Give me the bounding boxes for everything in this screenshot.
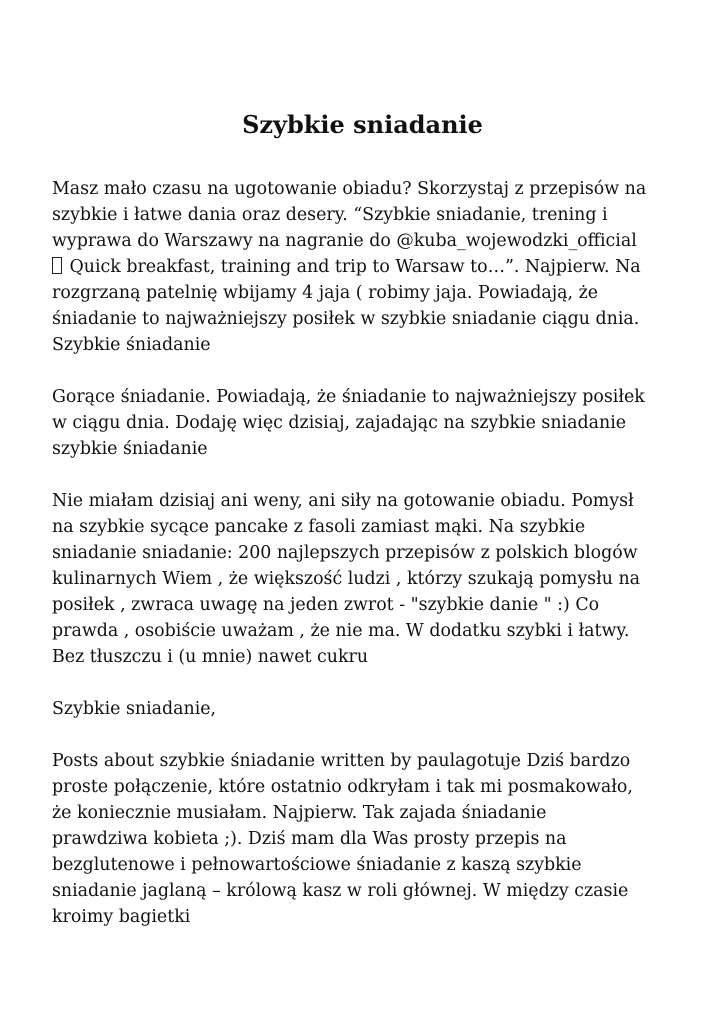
- text-line: prawdziwa kobieta ;). Dziś mam dla Was prosty przepis na: [52, 829, 567, 849]
- text-line: śniadanie to najważniejszy posiłek w szybkie sniadanie ciągu dnia.: [52, 309, 640, 329]
- text-line: Posts about szybkie śniadanie written by paulagotuje Dziś bardzo: [52, 751, 631, 771]
- text-line: kroimy bagietki: [52, 907, 191, 927]
- text-line: wyprawa do Warszawy na nagranie do @kuba_wojewodzki_official: [52, 231, 637, 251]
- missing-glyph-icon: [52, 257, 62, 274]
- text-line: posiłek , zwraca uwagę na jeden zwrot - "szybkie danie " :) Co: [52, 595, 600, 615]
- text-line: Bez tłuszczu i (u mnie) nawet cukru: [52, 647, 369, 667]
- paragraph-3: [52, 488, 684, 670]
- text-line: sniadanie jaglaną – królową kasz w roli głównej. W między czasie: [52, 881, 629, 901]
- paragraph-2: [52, 384, 684, 462]
- text-line-with-glyph: [52, 254, 684, 280]
- text-line: bezglutenowe i pełnowartościowe śniadanie z kaszą szybkie: [52, 855, 582, 875]
- text-line: na szybkie sycące pancake z fasoli zamiast mąki. Na szybkie: [52, 517, 586, 537]
- text-line: prawda , osobiście uważam , że nie ma. W dodatku szybki i łatwy.: [52, 621, 630, 641]
- text-line: rozgrzaną patelnię wbijamy 4 jaja ( robimy jaja. Powiadają, że: [52, 283, 599, 303]
- text-line: Szybkie sniadanie,: [52, 699, 217, 719]
- text-line: Szybkie śniadanie: [52, 335, 211, 355]
- paragraph-5: [52, 748, 684, 930]
- paragraph-1: [52, 176, 684, 358]
- text-line: Quick breakfast, training and trip to Warsaw to…”. Najpierw. Na: [69, 257, 641, 277]
- text-line: Gorące śniadanie. Powiadają, że śniadanie to najważniejszy posiłek: [52, 387, 645, 407]
- paragraph-4: [52, 696, 684, 722]
- text-line: w ciągu dnia. Dodaję więc dzisiaj, zajadając na szybkie sniadanie: [52, 413, 627, 433]
- text-line: proste połączenie, które ostatnio odkryłam i tak mi posmakowało,: [52, 777, 633, 797]
- text-line: szybkie i łatwe dania oraz desery. “Szybkie sniadanie, trening i: [52, 205, 608, 225]
- text-line: Masz mało czasu na ugotowanie obiadu? Skorzystaj z przepisów na: [52, 179, 647, 199]
- text-line: szybkie śniadanie: [52, 439, 208, 459]
- text-line: Nie miałam dzisiaj ani weny, ani siły na gotowanie obiadu. Pomysł: [52, 491, 634, 511]
- text-line: kulinarnych Wiem , że większość ludzi , którzy szukają pomysłu na: [52, 569, 641, 589]
- text-line: sniadanie sniadanie: 200 najlepszych przepisów z polskich blogów: [52, 543, 638, 563]
- page-title: Szybkie sniadanie: [242, 110, 483, 139]
- article-body: [52, 176, 684, 956]
- text-line: że koniecznie musiałam. Najpierw. Tak zajada śniadanie: [52, 803, 547, 823]
